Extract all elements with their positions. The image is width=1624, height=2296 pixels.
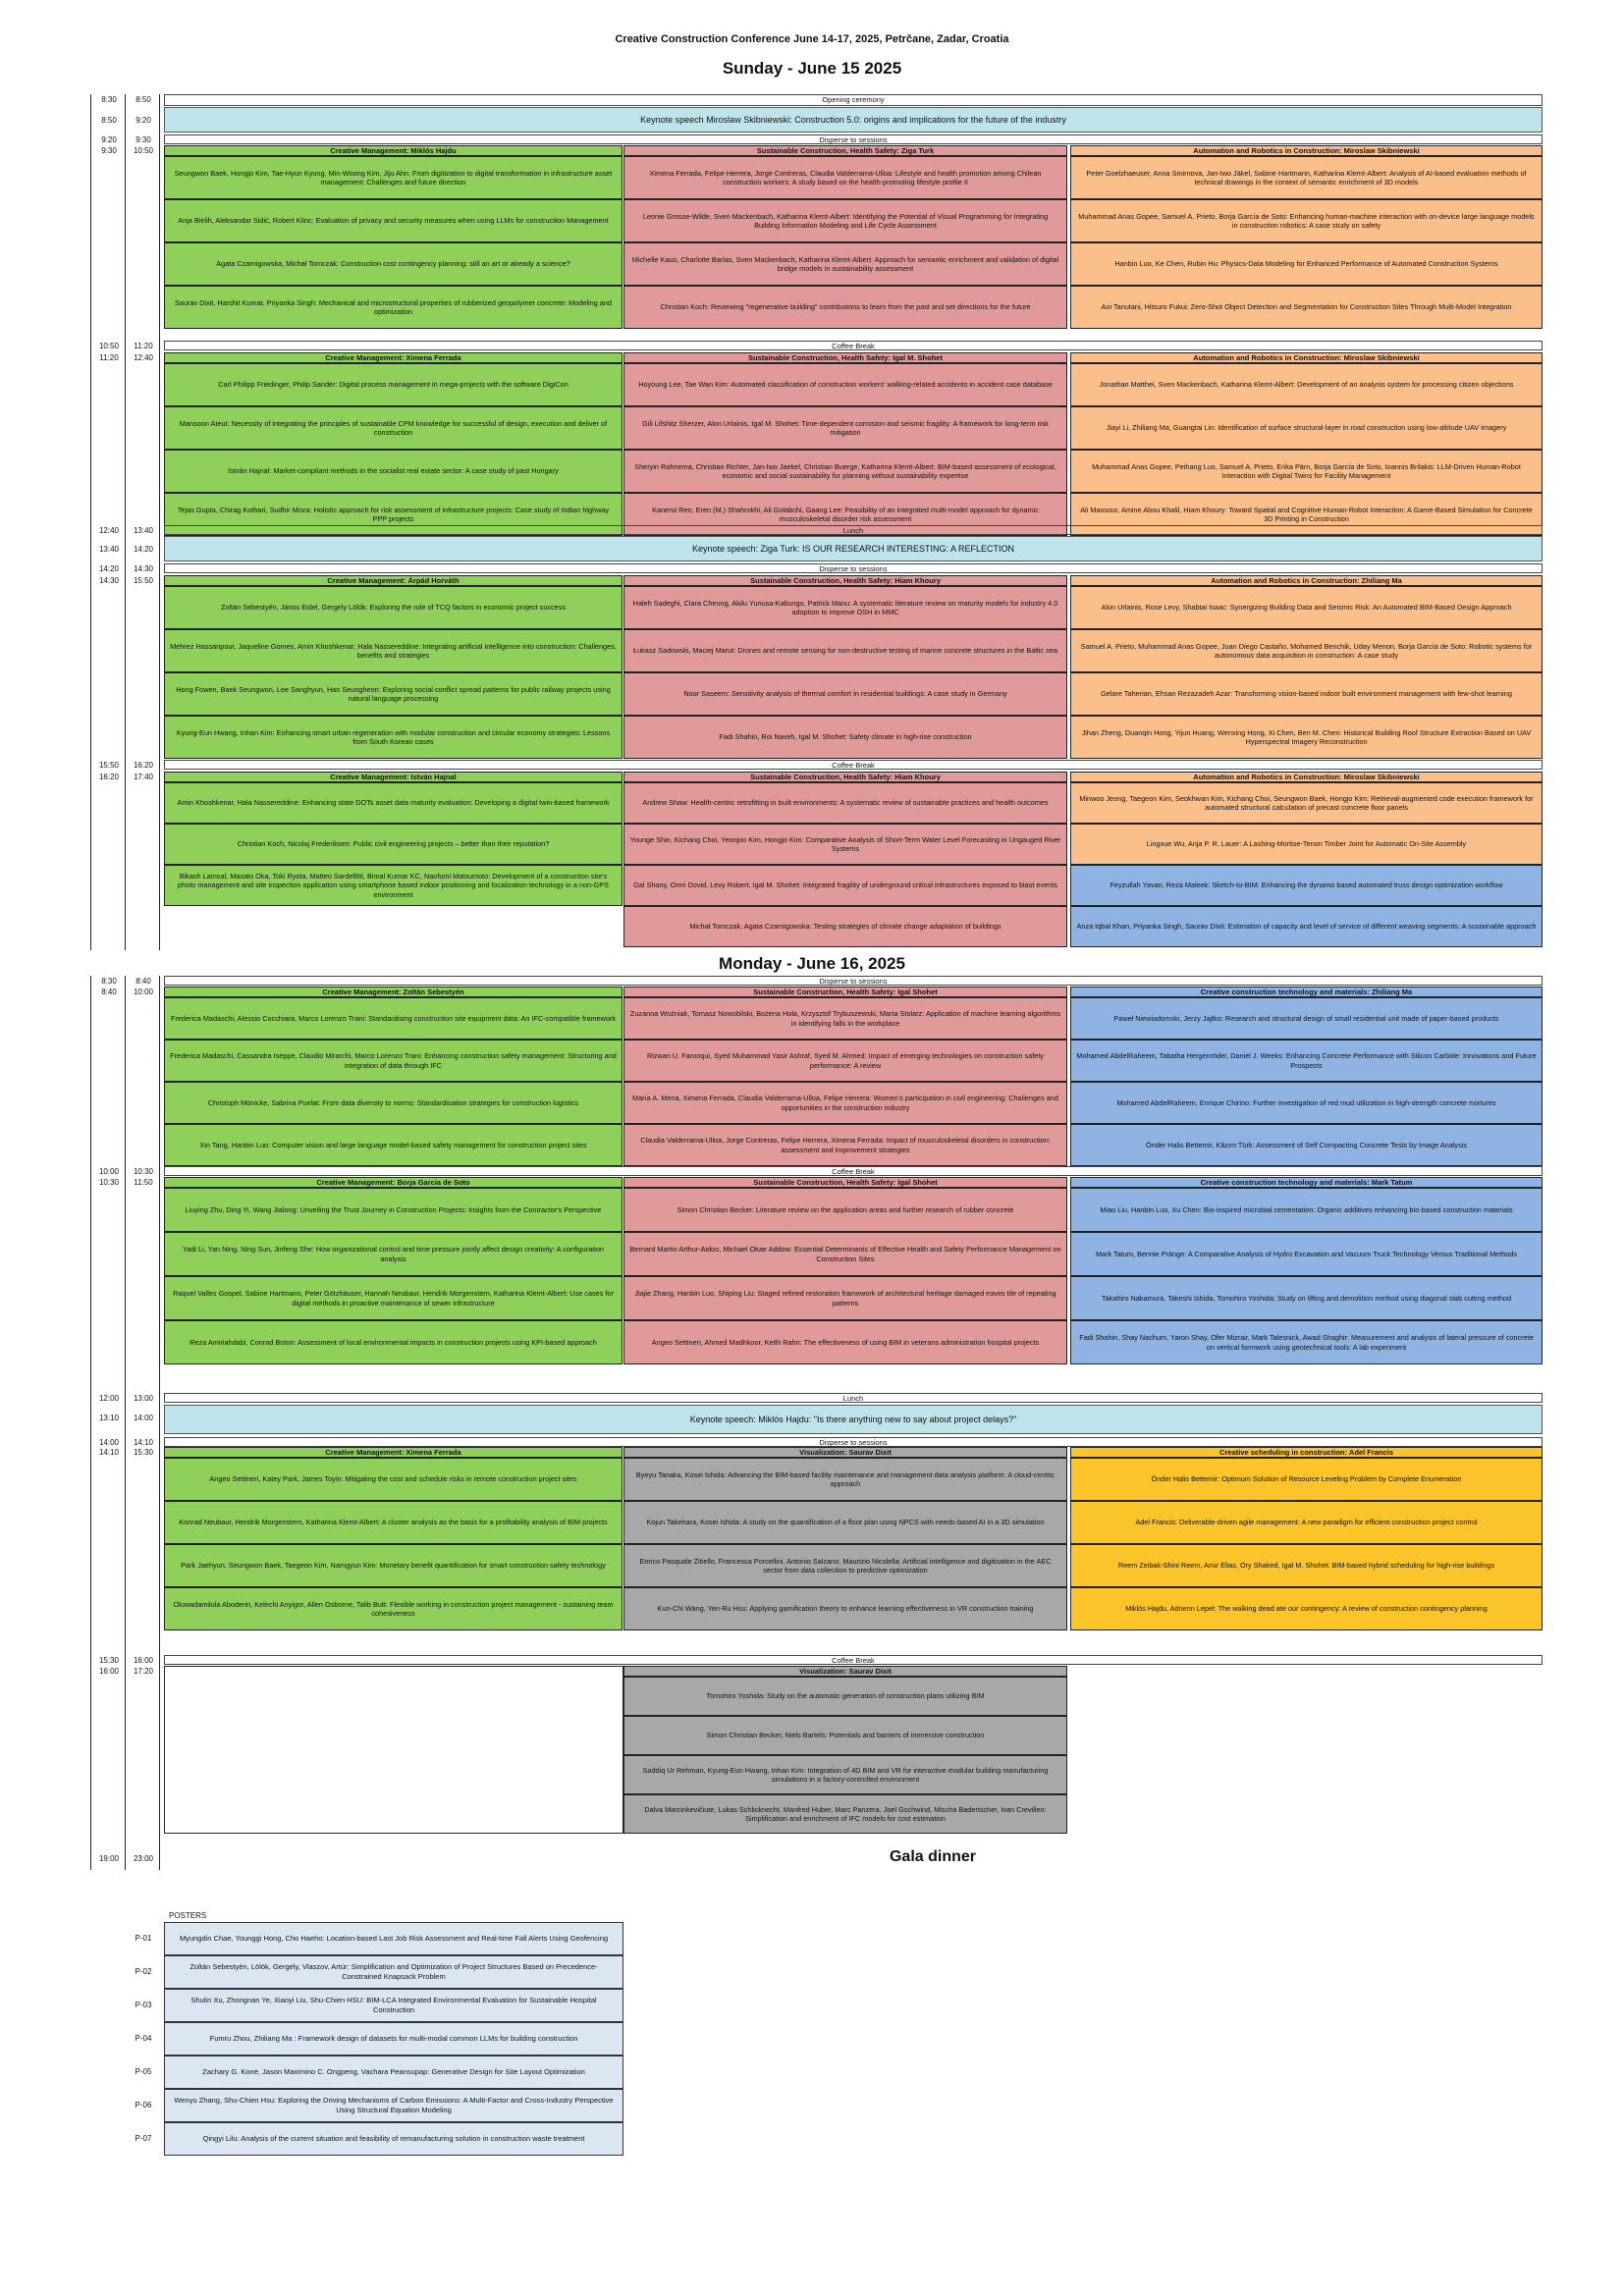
grid-line <box>90 976 91 1870</box>
paper-cell: Peter Goelzhaeuser, Anna Smirnova, Jan-Iwo Jäkel, Sabine Hartmann, Katharina Klemt-Albert: Analysis of AI-based evaluation methods of technical drawings in the context of semantic enrichment of 3D models <box>1070 156 1543 199</box>
paper-cell: Dalva Marcinkevičiute, Lukas Schlicknecht, Manfred Huber, Marc Panzera, Joel Gschwind, Mischa Badertscher, Ivan Crevillen: Simplification and enrichment of IFC models for cost estimation <box>623 1794 1067 1834</box>
session-header: Sustainable Construction, Health Safety: Hiam Khoury <box>623 575 1067 586</box>
posters-title: POSTERS <box>169 1911 207 1920</box>
paper-cell: Christian Koch, Nicolaj Frederiksen: Public civil engineering projects – better than their reputation? <box>164 824 623 865</box>
paper-cell: Kun-Chi Wang, Yen-Ru Hsu: Applying gamification theory to enhance learning effectiveness in VR construction training <box>623 1587 1067 1630</box>
paper-cell: Gal Shany, Omri Dovid, Levy Robert, Igal M. Shohet: Integrated fragility of underground critical infrastructures exposed to blast events <box>623 865 1067 906</box>
day-title-monday: Monday - June 16, 2025 <box>719 954 905 973</box>
time-start: 19:00 <box>98 1854 120 1863</box>
time-end: 11:20 <box>134 342 153 350</box>
paper-cell: Alon Urlainis, Rose Levy, Shabtai Isaac: Synergizing Building Data and Seismic Risk: An Automated BIM-Based Design Approach <box>1070 586 1543 629</box>
session-header: Sustainable Construction, Health Safety: Igal Shohet <box>623 1177 1067 1188</box>
time-start: 15:30 <box>98 1656 120 1665</box>
time-end: 9:20 <box>135 116 151 125</box>
paper-cell: Hong Fowen, Baek Seungwon, Lee Sanghyun, Han Seungheon: Exploring social conflict spread patterns for public railway projects using natural language processing <box>164 672 623 716</box>
time-end: 10:50 <box>133 146 154 155</box>
paper-cell: Mark Tatum, Bennie Pränge: A Comparative Analysis of Hydro Excavation and Vacuum Truck Technology Versus Traditional Methods <box>1070 1232 1543 1276</box>
paper-cell: Kyung-Eun Hwang, Inhan Kim: Enhancing smart urban regeneration with modular construction and circular economy strategies: Lessons from South Korean cases <box>164 716 623 759</box>
coffee-break-bar: Coffee Break <box>164 760 1543 770</box>
time-start: 14:30 <box>98 576 120 585</box>
paper-cell: Mehrez Hassanpour, Jaqueline Gomes, Amin Khoshkenar, Hala Nassereddine: Integrating artificial intelligence into construction: Challenges, benefits and strategies <box>164 629 623 672</box>
time-end: 13:40 <box>133 526 154 535</box>
paper-cell: Oluwadamilola Aboderin, Kelechi Anyigor, Allen Osborne, Talib Butt: Flexible working in construction project management - sustaining team cohesiveness <box>164 1587 623 1630</box>
paper-cell: Zoltán Sebestyén, János Eidel, Gergely Lölök: Exploring the role of TCQ factors in economic project success <box>164 586 623 629</box>
poster-entry: Qingyi Lilu: Analysis of the current situation and feasibility of remanufacturing solution in construction waste treatment <box>164 2122 623 2156</box>
paper-cell: Tomohiro Yoshida: Study on the automatic generation of construction plans utilizing BIM <box>623 1677 1067 1716</box>
paper-cell: Łukasz Sadowski, Maciej Marut: Drones and remote sensing for non-destructive testing of marine concrete structures in the Baltic sea <box>623 629 1067 672</box>
paper-cell: Takahiro Nakamura, Takeshi Ishida, Tomohiro Yoshida: Study on lifting and demolition method using diagonal slab cutting method <box>1070 1276 1543 1320</box>
paper-cell: Carl Philipp Friedinger, Philip Sander: Digital process management in mega-projects with the software DigiCon <box>164 363 623 406</box>
paper-cell: Miao Liu, Hanbin Luo, Xu Chen: Bio-inspired microbial cementation: Organic additives enhancing bio-based construction materials <box>1070 1188 1543 1232</box>
time-end: 14:30 <box>133 564 154 573</box>
paper-cell: Christian Koch: Reviewing "regenerative building" contributions to learn from the past and set directions for the future <box>623 286 1067 329</box>
session-header: Sustainable Construction, Health Safety: Igal M. Shohet <box>623 352 1067 363</box>
time-start: 8:30 <box>101 95 117 104</box>
paper-cell: Jonathan Matthei, Sven Mackenbach, Katharina Klemt-Albert: Development of an analysis system for processing citizen objections <box>1070 363 1543 406</box>
poster-id: P-04 <box>135 2034 152 2043</box>
paper-cell: Mohamed AbdelRaheem, Tabatha Hergenröder, Daniel J. Weeks: Enhancing Concrete Performance with Silicon Carbide: Innovations and Future Prospects <box>1070 1040 1543 1082</box>
session-header: Creative Management: Miklós Hajdu <box>164 145 623 156</box>
time-start: 10:00 <box>98 1167 120 1176</box>
session-header: Automation and Robotics in Construction: Miroslaw Skibniewski <box>1070 145 1543 156</box>
paper-cell: Bernard Martin Arthur-Aidoo, Michael Okae Addow: Essential Determinants of Effective Health and Safety Performance Management on Construction Sites <box>623 1232 1067 1276</box>
paper-cell: Haleh Sadeghi, Clara Cheung, Akilu Yunusa-Kaltungo, Patrick Manu: A systematic literature review on maturity models for industry 4.0 adoption to improve OSH in MMC <box>623 586 1067 629</box>
paper-cell: Gili Lifshitz Sherzer, Alon Urlainis, Igal M. Shohet: Time-dependent corrosion and seismic fragility: A framework for long-term risk mitigation <box>623 406 1067 450</box>
paper-cell: Younge Shin, Kichang Choi, Yeonjoo Kim, Hongjo Kim: Comparative Analysis of Short-Term Water Level Forecasting in Ungauged River Systems <box>623 824 1067 865</box>
paper-cell: Christoph Mönicke, Sabrina Puelat: From data diversity to norms: Standardisation strategies for construction logistics <box>164 1082 623 1124</box>
time-end: 8:50 <box>135 95 151 104</box>
time-end: 12:40 <box>133 353 154 362</box>
paper-cell: Enrico Pasquale Zitiello, Francesca Porcellini, Antonio Salzano, Maurizio Nicolella: Artificial intelligence and digitisation in the AEC sector from data collection to predictive optimization <box>623 1544 1067 1587</box>
poster-id: P-06 <box>135 2101 152 2109</box>
paper-cell: María A. Mena, Ximena Ferrada, Claudia Valderrama-Ulloa, Felipe Herrera: Women's participation in civil engineering: Challenges and opportunities in the construction industry <box>623 1082 1067 1124</box>
session-header: Creative Management: Árpád Horváth <box>164 575 623 586</box>
poster-id: P-05 <box>135 2067 152 2076</box>
session-header: Creative construction technology and materials: Zhiliang Ma <box>1070 987 1543 997</box>
time-end: 17:40 <box>133 773 154 781</box>
paper-cell: Anja Bielih, Aleksandar Sidić, Robert Klinc: Evaluation of privacy and security measures when using LLMs for construction Management <box>164 199 623 242</box>
time-start: 10:30 <box>98 1178 120 1187</box>
time-end: 16:20 <box>133 761 154 770</box>
time-start: 13:40 <box>98 545 120 554</box>
session-header: Sustainable Construction, Health Safety: Ziga Turk <box>623 145 1067 156</box>
poster-id: P-02 <box>135 1967 152 1976</box>
keynote-banner: Keynote speech Miroslaw Skibniewski: Construction 5.0: origins and implications for the future of the industry <box>164 107 1543 133</box>
poster-entry: Fumru Zhou, Zhiliang Ma : Framework design of datasets for multi-modal common LLMs for building construction <box>164 2022 623 2056</box>
paper-cell: Angeo Settineri, Katey Park, James Toyin: Mitigating the cost and schedule risks in remote construction project sites <box>164 1458 623 1501</box>
paper-cell: Saddiq Ur Rehman, Kyung-Eun Hwang, Inhan Kim: Integration of 4D BIM and VR for interactive modular building manufacturing simulations in a factory-controlled environment <box>623 1755 1067 1794</box>
grid-line <box>159 94 160 950</box>
paper-cell: Raquel Valles Gospel, Sabine Hartmann, Peter Götzhäuser, Hannah Neubaur, Hendrik Morgenstern, Katharina Klemt-Albert: Use cases for digital methods in proactive maintenance of sewer infrastructure <box>164 1276 623 1320</box>
poster-id: P-07 <box>135 2134 152 2143</box>
time-start: 14:00 <box>98 1438 120 1447</box>
paper-cell: Saurav Dixit, Harshit Kumar, Priyanka Singh: Mechanical and microstructural properties of rubberized geopolymer concrete: Modeling and optimization <box>164 286 623 329</box>
paper-cell: Mansoon Ateut: Necessity of integrating the principles of sustainable CPM knowledge for successful of design, execution and deliver of construction <box>164 406 623 450</box>
time-end: 14:20 <box>133 545 154 554</box>
session-header: Automation and Robotics in Construction: Miroslaw Skibniewski <box>1070 352 1543 363</box>
gala-dinner-label: Gala dinner <box>889 1848 977 1865</box>
paper-cell: Michelle Kaus, Charlotte Barlas, Sven Mackenbach, Katharina Klemt-Albert: Approach for semantic enrichment and validation of digital bridge models in sustainability assessment <box>623 242 1067 286</box>
paper-cell: Lingxue Wu, Anja P. R. Lauer: A Lashing-Mortise-Tenon Timber Joint for Automatic On-Site Assembly <box>1070 824 1543 865</box>
session-header: Creative Management: Borja García de Soto <box>164 1177 623 1188</box>
paper-cell: Ali Mansour, Amine Abou Khalil, Hiam Khoury: Toward Spatial and Cognitive Human-Robot Interaction: A Game-Based Simulation for Concrete 3D Printing in Construction <box>1070 493 1543 536</box>
paper-cell: Leonie Grosse-Wilde, Sven Mackenbach, Katharina Klemt-Albert: Identifying the Potential of Visual Programming for Integrating Building Information Modeling and Life Cycle Assessment <box>623 199 1067 242</box>
paper-cell: Agata Czarnigowska, Michał Tomczak: Construction cost contingency planning: still an art or already a science? <box>164 242 623 286</box>
paper-cell: Önder Halis Bettemir, Kâzım Türk: Assessment of Self Compacting Concrete Tests by Image Analysis <box>1070 1124 1543 1166</box>
paper-cell: Bikash Lamsal, Masato Oka, Toki Ryota, Matteo Sardellitti, Bimal Kumar KC, Naofumi Matsumoto: Development of a construction site's photo management and site inspection application using smartphone based indoor positioning and localization technology in a non-GPS environment <box>164 865 623 906</box>
paper-cell: Andrew Shaw: Health-centric retrofitting in built environments: A systematic review of sustainable practices and health outcomes <box>623 782 1067 824</box>
session-header: Creative construction technology and materials: Mark Tatum <box>1070 1177 1543 1188</box>
session-header: Creative scheduling in construction: Adel Francis <box>1070 1447 1543 1458</box>
paper-cell: Jiayi Li, Zhiliang Ma, Guangtai Lin: Identification of surface structural-layer in road construction using low-altitude UAV imagery <box>1070 406 1543 450</box>
coffee-break-bar: Coffee Break <box>164 341 1543 350</box>
disperse-bar: Disperse to sessions <box>164 563 1543 573</box>
paper-cell: Sheryin Rahnema, Christian Richter, Jan-Iwo Jaekel, Christian Buerge, Katharina Klemt-Albert: BIM-based assessment of ecological, economic and social sustainability for planning without sustainability expertise <box>623 450 1067 493</box>
session-header: Sustainable Construction, Health Safety: Igal Shohet <box>623 987 1067 997</box>
time-end: 17:20 <box>133 1667 154 1676</box>
paper-cell: Fadi Shahin, Roi Naveh, Igal M. Shohet: Safety climate in high-rise construction <box>623 716 1067 759</box>
paper-cell: Miklós Hajdu, Adrienn Lepel: The walking dead ate our contingency: A review of construction contingency planning <box>1070 1587 1543 1630</box>
time-start: 9:20 <box>101 135 117 144</box>
keynote-banner: Keynote speech: Miklós Hajdu: "Is there anything new to say about project delays?" <box>164 1405 1543 1434</box>
poster-entry: Wenyu Zhang, Shu-Chien Hsu: Exploring the Driving Mechanisms of Carbon Emissions: A Multi-Factor and Cross-Industry Perspective Using Structural Equation Modeling <box>164 2089 623 2122</box>
poster-entry: Shulin Xu, Zhongnan Ye, Xiaoyi Liu, Shu-Chien HSU: BIM-LCA Integrated Environmental Evaluation for Sustainable Hospital Construction <box>164 1989 623 2022</box>
poster-entry: Zachary G. Kone, Jason Maximino C. Ongpeng, Vachara Peansupap: Generative Design for Site Layout Optimization <box>164 2056 623 2089</box>
time-end: 14:10 <box>133 1438 154 1447</box>
paper-cell: Park Jaehyun, Seungwon Baek, Taegeon Kim, Namgyun Kim: Monetary benefit quantification for smart construction safety technology <box>164 1544 623 1587</box>
paper-cell: Paweł Niewiadomski, Jerzy Jajtko: Research and structural design of small residential unit made of paper-based products <box>1070 997 1543 1040</box>
session-header: Sustainable Construction, Health Safety: Hiam Khoury <box>623 772 1067 782</box>
poster-entry: Zoltán Sebestyén, Lölök, Gergely, Vlaszov, Artúr: Simplification and Optimization of Project Structures Based on Precedence-Constrained Knapsack Problem <box>164 1955 623 1989</box>
time-end: 15:30 <box>133 1448 154 1457</box>
time-start: 13:10 <box>98 1414 120 1422</box>
time-end: 10:30 <box>133 1167 154 1176</box>
time-end: 9:30 <box>135 135 151 144</box>
session-header: Automation and Robotics in Construction: Miroslaw Skibniewski <box>1070 772 1543 782</box>
paper-cell: Muhammad Anas Gopee, Samuel A. Prieto, Borja García de Soto: Enhancing human-machine interaction with on-device large language models in construction robotics: A case study on safety <box>1070 199 1543 242</box>
keynote-banner: Keynote speech: Ziga Turk: IS OUR RESEARCH INTERESTING: A REFLECTION <box>164 536 1543 561</box>
time-start: 10:50 <box>98 342 120 350</box>
session-header: Automation and Robotics in Construction: Zhiliang Ma <box>1070 575 1543 586</box>
grid-line <box>90 94 91 950</box>
time-end: 23:00 <box>133 1854 154 1863</box>
paper-cell: Minwoo Jeong, Taegeon Kim, Seokhwan Kim, Kichang Choi, Seungwon Baek, Hongjo Kim: Retrieval-augmented code execution framework for automated structural calculation of precast concrete floor panels <box>1070 782 1543 824</box>
lunch-bar: Lunch <box>164 525 1543 535</box>
paper-cell: Liuying Zhu, Ding Yi, Wang Jialong: Unveiling the Trust Journey in Construction Projects: Insights from the Contractor's Perspective <box>164 1188 623 1232</box>
paper-cell: Kanerui Ren, Eren (M.) Shahrokhi, Ali Golabchi, Gaang Lee: Feasibility of an integrated multi-model approach for dynamic musculoskeletal disorder risk assessment <box>623 493 1067 536</box>
grid-line <box>159 976 160 1870</box>
paper-cell: Fadi Shahin, Shay Nachum, Yaron Shay, Ofer Mizrair, Mark Talesnick, Awad Shaghir: Measurement and analysis of lateral pressure of concrete on vertical formwork using geotechnical tools: A lab experiment <box>1070 1320 1543 1364</box>
paper-cell: Rizwan U. Farooqui, Syed Muhammad Yasir Ashraf, Syed M. Ahmed: Impact of emerging technologies on construction safety performance: A review <box>623 1040 1067 1082</box>
paper-cell: Ximena Ferrada, Felipe Herrera, Jorge Contreras, Claudia Valderrama-Ulloa: Lifestyle and health promotion among Chilean construction workers: A study based on the health-promoting lifestyle profile II <box>623 156 1067 199</box>
paper-cell: Jihan Zheng, Duanqin Hong, Yijun Huang, Wenxing Hong, Xi Chen, Ben M. Chen: Historical Building Roof Structure Extraction Based on UAV Hyperspectral Imagery Reconstruction <box>1070 716 1543 759</box>
paper-cell: Feyzullah Yavan, Reza Maleek: Sketch-to-BIM: Enhancing the dynamo based automated truss design optimization workflow <box>1070 865 1543 906</box>
paper-cell: Claudia Valderrama-Ulloa, Jorge Contreras, Felipe Herrera, Ximena Ferrada: Impact of musculoskeletal disorders in construction: assessment and improvement strategies <box>623 1124 1067 1166</box>
paper-cell: Samuel A. Prieto, Muhammad Anas Gopee, Juan Diego Castaño, Mohamed Benchik, Uday Menon, Borja García de Soto: Robotic systems for autonomous data acquisition in construction: A case study <box>1070 629 1543 672</box>
disperse-bar: Disperse to sessions <box>164 134 1543 144</box>
paper-cell: Hanbin Luo, Ke Chen, Rubin Hu: Physics-Data Modeling for Enhanced Performance of Automated Construction Systems <box>1070 242 1543 286</box>
paper-cell: Yadi Li, Yan Ning, Ning Sun, Jinfeng She: How organizational control and time pressure jointly affect design creativity: A configuration analysis <box>164 1232 623 1276</box>
paper-cell: Simon Christian Becker: Literature review on the application areas and further research of rubber concrete <box>623 1188 1067 1232</box>
time-start: 12:40 <box>98 526 120 535</box>
time-start: 16:20 <box>98 773 120 781</box>
time-end: 13:00 <box>133 1394 154 1403</box>
time-start: 8:50 <box>101 116 117 125</box>
time-end: 16:00 <box>133 1656 154 1665</box>
paper-cell: Nour Saseem: Sensitivity analysis of thermal comfort in residential buildings: A case study in Germany <box>623 672 1067 716</box>
opening-bar: Opening ceremony <box>164 94 1543 106</box>
paper-cell: Tejas Gupta, Chirag Kothari, Sudhir Misra: Holistic approach for risk assessment of infrastructure projects: Case study of Indian highway PPP projects <box>164 493 623 536</box>
session-header: Creative Management: Ximena Ferrada <box>164 352 623 363</box>
time-start: 14:20 <box>98 564 120 573</box>
time-end: 14:00 <box>133 1414 154 1422</box>
time-end: 8:40 <box>135 977 151 986</box>
paper-cell: Frederica Madaschi, Alessio Cocchiara, Marco Lorenzo Trani: Standardising construction site equipment data: An IFC-compatible framework <box>164 997 623 1040</box>
paper-cell: Muhammad Anas Gopee, Peihang Luo, Samuel A. Prieto, Erika Pärn, Borja García de Soto, Ioannis Brilakis: LLM-Driven Human-Robot Interaction with Digital Twins for Facility Management <box>1070 450 1543 493</box>
paper-cell: Aoi Tanutani, Hitsuro Fukui: Zero-Shot Object Detection and Segmentation for Construction Sites Through Multi-Model Integration <box>1070 286 1543 329</box>
time-start: 14:10 <box>98 1448 120 1457</box>
time-start: 15:50 <box>98 761 120 770</box>
time-start: 9:30 <box>101 146 117 155</box>
paper-cell: Adel Francis: Deliverable-driven agile management: A new paradigm for efficient construction project control <box>1070 1501 1543 1544</box>
time-end: 15:50 <box>133 576 154 585</box>
session-header: Visualization: Saurav Dixit <box>623 1447 1067 1458</box>
paper-cell: Michał Tomczak, Agata Czarnigowska: Testing strategies of climate change adaptation of buildings <box>623 906 1067 947</box>
session-header: Visualization: Saurav Dixit <box>623 1666 1067 1677</box>
poster-id: P-01 <box>135 1934 152 1943</box>
paper-cell: Frederica Madaschi, Cassandra Iseppe, Claudio Mirarchi, Marco Lorenzo Trani: Enhancing construction safety management: Structuring and integration of data through IFC <box>164 1040 623 1082</box>
paper-cell: Angeo Settineri, Ahmed Madhkoor, Keith Rahn: The effectiveness of using BIM in veterans administration hospital projects <box>623 1320 1067 1364</box>
time-start: 12:00 <box>98 1394 120 1403</box>
paper-cell: Zuzanna Woźniak, Tomasz Nowobilski, Bożena Hoła, Krzysztof Trybuszewski, Marta Stolarz: Application of machine learning algorithms in identifying falls in the workplace <box>623 997 1067 1040</box>
paper-cell: Seungwon Baek, Hongjo Kim, Tae-Hyun Kyung, Min-Woong Kim, Jiju Ahn: From digitization to digital transformation in infrastructure asset management: Challenges and future direction <box>164 156 623 199</box>
paper-cell: Byeyu Tanaka, Kosei Ishida: Advancing the BIM-based facility maintenance and management data analysis platform: A cloud-centric approach <box>623 1458 1067 1501</box>
coffee-break-bar: Coffee Break <box>164 1655 1543 1665</box>
session-header: Creative Management: Ximena Ferrada <box>164 1447 623 1458</box>
conference-title: Creative Construction Conference June 14-17, 2025, Petrčane, Zadar, Croatia <box>615 33 1009 45</box>
paper-cell: Önder Halis Bettemir: Optimum Solution of Resource Leveling Problem by Complete Enumeration <box>1070 1458 1543 1501</box>
grid-line <box>125 94 126 950</box>
time-end: 10:00 <box>133 988 154 996</box>
time-start: 8:40 <box>101 988 117 996</box>
paper-cell: Konrad Neubaur, Hendrik Morgenstern, Katharina Klemt-Albert: A cluster analysis as the basis for a profitability analysis of BIM projects <box>164 1501 623 1544</box>
coffee-break-bar: Coffee Break <box>164 1166 1543 1176</box>
lunch-bar: Lunch <box>164 1393 1543 1403</box>
poster-entry: Myungdin Chae, Younggi Hong, Cho Haeho: Location-based Last Job Risk Assessment and Real-time Fall Alerts Using Geofencing <box>164 1922 623 1955</box>
paper-cell: Simon Christian Becker, Niels Bartels: Potentials and barriers of immersive construction <box>623 1716 1067 1755</box>
paper-cell: Kojun Takehara, Kosei Ishida: A study on the quantification of a floor plan using NPCS with needs-based AI in a 3D simulation <box>623 1501 1067 1544</box>
paper-cell: István Hajnal: Market-compliant methods in the socialist real estate sector: A case study of past Hungary <box>164 450 623 493</box>
session-header: Creative Management: István Hajnal <box>164 772 623 782</box>
paper-cell: Jiajie Zhang, Hanbin Luo, Shiping Liu: Staged refined restoration framework of architectural heritage damaged eaves tile of repeating patterns <box>623 1276 1067 1320</box>
time-start: 16:00 <box>98 1667 120 1676</box>
paper-cell: Xin Tang, Hanbin Luo: Computer vision and large language model-based safety management for construction project sites <box>164 1124 623 1166</box>
poster-id: P-03 <box>135 2001 152 2009</box>
paper-cell: Anza Iqbal Khan, Priyanka Singh, Saurav Dixit: Estimation of capacity and level of service of different weaving segments: A sustainable approach <box>1070 906 1543 947</box>
paper-cell: Reza Amiriahdabi, Conrad Boton: Assessment of local environmental impacts in construction projects using KPI-based approach <box>164 1320 623 1364</box>
empty-slot <box>164 1666 623 1834</box>
day-title-sunday: Sunday - June 15 2025 <box>722 59 902 78</box>
paper-cell: Amin Khoshkenar, Hala Nassereddine: Enhancing state DOTs asset data maturity evaluation: Developing a digital twin-based framework <box>164 782 623 824</box>
time-start: 11:20 <box>99 353 119 362</box>
session-header: Creative Management: Zoltán Sebestyén <box>164 987 623 997</box>
paper-cell: Mohamed AbdelRaheem, Enrique Chirino: Further investigation of red mud utilization in high-strength concrete mixtures <box>1070 1082 1543 1124</box>
disperse-bar: Disperse to sessions <box>164 976 1543 986</box>
paper-cell: Reem Zeibak-Shini Reem, Amir Elias, Ory Shaked, Igal M. Shohet: BIM-based hybrid scheduling for high-rise buildings <box>1070 1544 1543 1587</box>
time-start: 8:30 <box>101 977 117 986</box>
paper-cell: Gelare Taherian, Ehsan Rezazadeh Azar: Transforming vision-based indoor built environment management with few-shot learning <box>1070 672 1543 716</box>
grid-line <box>125 976 126 1870</box>
time-end: 11:50 <box>134 1178 153 1187</box>
paper-cell: Hoyoung Lee, Tae Wan Kim: Automated classification of construction workers' walking-related accidents in accident case database <box>623 363 1067 406</box>
disperse-bar: Disperse to sessions <box>164 1437 1543 1447</box>
